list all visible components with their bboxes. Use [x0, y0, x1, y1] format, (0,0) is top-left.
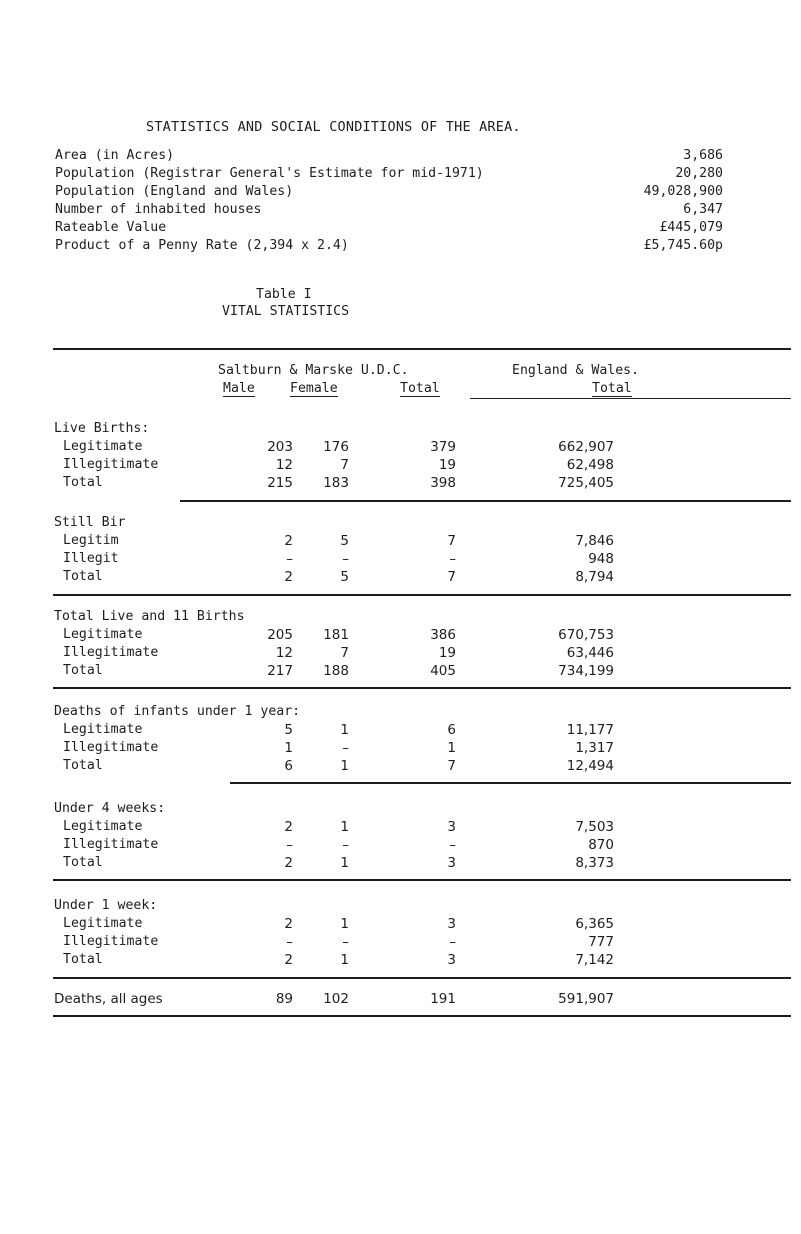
female-value: 7	[340, 457, 349, 473]
table-row	[0, 568, 801, 586]
total-value: 3	[447, 952, 456, 968]
ew-value: 11,177	[566, 722, 614, 738]
table-row	[0, 836, 801, 854]
section-rule	[53, 879, 791, 881]
total-value: –	[449, 551, 456, 567]
male-value: –	[286, 837, 293, 853]
ew-value: 8,794	[575, 569, 614, 585]
female-value: –	[342, 551, 349, 567]
table-row	[0, 854, 801, 872]
summary-label: Area (in Acres)	[55, 148, 175, 163]
female-value: –	[342, 740, 349, 756]
ew-value: 7,846	[575, 533, 614, 549]
national-total-header: Total	[592, 381, 632, 396]
ew-value: 591,907	[558, 991, 614, 1007]
summary-row	[55, 201, 723, 219]
table-row	[0, 644, 801, 662]
male-value: 2	[284, 533, 293, 549]
page-title: STATISTICS AND SOCIAL CONDITIONS OF THE AREA.	[146, 119, 521, 135]
female-value: 1	[340, 819, 349, 835]
table-row	[0, 757, 801, 775]
table-row	[0, 721, 801, 739]
female-value: 183	[323, 475, 349, 491]
male-value: 217	[267, 663, 293, 679]
male-header: Male	[223, 381, 255, 396]
table-row	[0, 933, 801, 951]
section-rule	[53, 687, 791, 689]
female-value: –	[342, 837, 349, 853]
ew-value: 777	[588, 934, 614, 950]
summary-value: £445,079	[659, 220, 723, 235]
ew-value: 670,753	[558, 627, 614, 643]
male-value: 203	[267, 439, 293, 455]
summary-value: 20,280	[675, 166, 723, 181]
section-title: Total Live and 11 Births	[54, 609, 245, 624]
row-label: Total	[63, 569, 103, 584]
table-row	[0, 438, 801, 456]
ew-value: 7,142	[575, 952, 614, 968]
total-value: 19	[438, 457, 456, 473]
female-value: 1	[340, 722, 349, 738]
section-rule	[53, 977, 791, 979]
row-label: Illegit	[63, 551, 119, 566]
male-value: 1	[284, 740, 293, 756]
male-value: 12	[275, 457, 293, 473]
female-value: 5	[340, 569, 349, 585]
female-value: 1	[340, 758, 349, 774]
row-label: Deaths, all ages	[54, 991, 163, 1007]
ew-value: 7,503	[575, 819, 614, 835]
ew-value: 662,907	[558, 439, 614, 455]
row-label: Total	[63, 855, 103, 870]
header-rule	[470, 398, 791, 399]
female-value: 7	[340, 645, 349, 661]
row-label: Illegitimate	[63, 457, 159, 472]
section-rule	[53, 594, 791, 596]
male-value: 2	[284, 855, 293, 871]
ew-value: 734,199	[558, 663, 614, 679]
summary-row	[55, 237, 723, 255]
ew-value: 62,498	[566, 457, 614, 473]
total-value: 7	[447, 569, 456, 585]
male-value: 205	[267, 627, 293, 643]
male-value: 2	[284, 916, 293, 932]
section-title: Under 4 weeks:	[54, 801, 166, 816]
male-value: 2	[284, 569, 293, 585]
female-value: 5	[340, 533, 349, 549]
total-value: 7	[447, 533, 456, 549]
male-value: 89	[275, 991, 293, 1007]
row-label: Illegitimate	[63, 934, 159, 949]
row-label: Legitimate	[63, 627, 143, 642]
ew-value: 725,405	[558, 475, 614, 491]
total-value: 191	[430, 991, 456, 1007]
table-row	[0, 456, 801, 474]
total-value: –	[449, 837, 456, 853]
female-value: –	[342, 934, 349, 950]
ew-value: 6,365	[575, 916, 614, 932]
table-title: VITAL STATISTICS	[222, 304, 350, 319]
total-value: 3	[447, 855, 456, 871]
row-label: Total	[63, 952, 103, 967]
female-header: Female	[290, 381, 338, 396]
section-title: Deaths of infants under 1 year:	[54, 704, 301, 719]
male-value: 6	[284, 758, 293, 774]
female-value: 102	[323, 991, 349, 1007]
female-value: 1	[340, 952, 349, 968]
row-label: Legitimate	[63, 722, 143, 737]
row-label: Total	[63, 663, 103, 678]
row-label: Illegitimate	[63, 837, 159, 852]
male-value: –	[286, 551, 293, 567]
total-value: 6	[447, 722, 456, 738]
total-value: 7	[447, 758, 456, 774]
male-value: 2	[284, 952, 293, 968]
table-row	[0, 915, 801, 933]
table-row	[0, 662, 801, 680]
table-row	[0, 474, 801, 492]
male-value: 12	[275, 645, 293, 661]
total-value: 3	[447, 916, 456, 932]
summary-value: £5,745.60p	[643, 238, 723, 253]
female-value: 188	[323, 663, 349, 679]
table-row	[0, 626, 801, 644]
ew-value: 870	[588, 837, 614, 853]
summary-label: Product of a Penny Rate (2,394 x 2.4)	[55, 238, 349, 253]
row-label: Total	[63, 758, 103, 773]
row-label: Legitimate	[63, 916, 143, 931]
female-value: 1	[340, 916, 349, 932]
section-rule	[180, 500, 791, 502]
section-title: Still Bir	[54, 515, 126, 530]
male-value: 5	[284, 722, 293, 738]
female-value: 1	[340, 855, 349, 871]
top-rule	[53, 348, 791, 350]
table-row	[0, 550, 801, 568]
section-rule	[230, 782, 791, 784]
summary-label: Population (Registrar General's Estimate for mid-1971)	[55, 166, 484, 181]
male-value: –	[286, 934, 293, 950]
male-value: 2	[284, 819, 293, 835]
table-row	[0, 951, 801, 969]
summary-row	[55, 147, 723, 165]
local-group-header: Saltburn & Marske U.D.C.	[218, 363, 409, 378]
ew-value: 12,494	[566, 758, 614, 774]
table-row-deaths-all-ages	[0, 990, 801, 1008]
summary-label: Number of inhabited houses	[55, 202, 262, 217]
male-value: 215	[267, 475, 293, 491]
female-value: 176	[323, 439, 349, 455]
ew-value: 948	[588, 551, 614, 567]
ew-value: 8,373	[575, 855, 614, 871]
summary-row	[55, 219, 723, 237]
summary-label: Population (England and Wales)	[55, 184, 294, 199]
section-title: Under 1 week:	[54, 898, 158, 913]
national-group-header: England & Wales.	[512, 363, 640, 378]
summary-row	[55, 183, 723, 201]
summary-value: 3,686	[683, 148, 723, 163]
row-label: Total	[63, 475, 103, 490]
table-row	[0, 818, 801, 836]
row-label: Legitimate	[63, 819, 143, 834]
table-caption: Table I	[256, 287, 312, 302]
summary-row	[55, 165, 723, 183]
female-value: 181	[323, 627, 349, 643]
total-value: 405	[430, 663, 456, 679]
total-value: 19	[438, 645, 456, 661]
row-label: Illegitimate	[63, 645, 159, 660]
ew-value: 1,317	[575, 740, 614, 756]
row-label: Legitimate	[63, 439, 143, 454]
total-header: Total	[400, 381, 440, 396]
ew-value: 63,446	[566, 645, 614, 661]
bottom-rule	[53, 1015, 791, 1017]
total-value: 398	[430, 475, 456, 491]
row-label: Legitim	[63, 533, 119, 548]
section-title: Live Births:	[54, 421, 150, 436]
table-row	[0, 532, 801, 550]
total-value: –	[449, 934, 456, 950]
summary-label: Rateable Value	[55, 220, 167, 235]
summary-value: 49,028,900	[643, 184, 723, 199]
total-value: 1	[447, 740, 456, 756]
total-value: 386	[430, 627, 456, 643]
total-value: 379	[430, 439, 456, 455]
total-value: 3	[447, 819, 456, 835]
row-label: Illegitimate	[63, 740, 159, 755]
summary-value: 6,347	[683, 202, 723, 217]
table-row	[0, 739, 801, 757]
